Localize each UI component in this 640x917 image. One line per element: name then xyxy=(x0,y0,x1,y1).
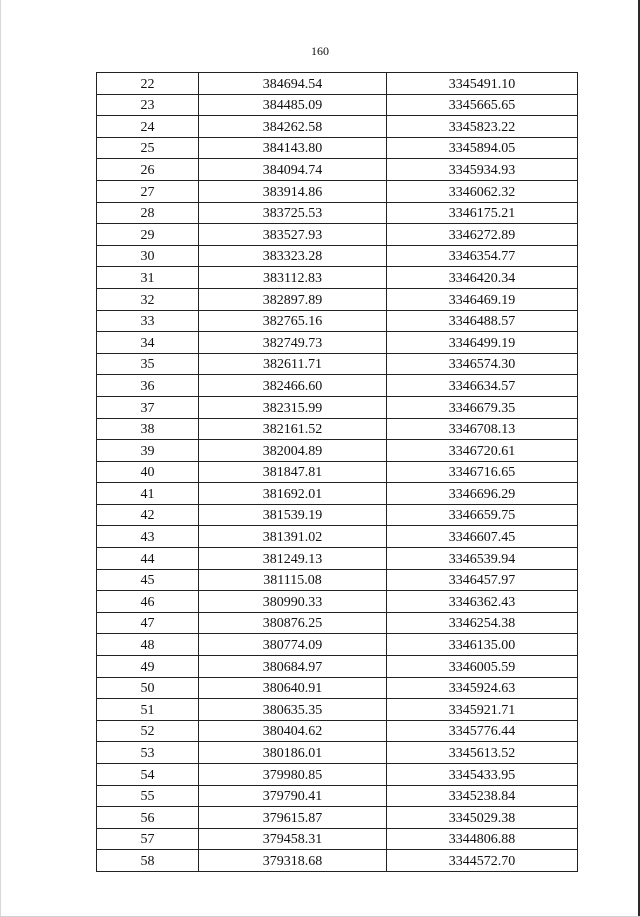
coordinate-table xyxy=(96,72,578,872)
x-coordinate-cell: 382004.89 xyxy=(199,440,387,462)
y-coordinate-cell: 3346362.43 xyxy=(387,591,578,613)
y-coordinate-cell: 3346354.77 xyxy=(387,245,578,267)
x-coordinate-cell: 381249.13 xyxy=(199,548,387,570)
x-coordinate-cell: 384094.74 xyxy=(199,159,387,181)
y-coordinate-cell: 3345433.95 xyxy=(387,764,578,786)
y-coordinate-cell: 3345924.63 xyxy=(387,677,578,699)
x-coordinate-cell: 380186.01 xyxy=(199,742,387,764)
y-coordinate-cell: 3345934.93 xyxy=(387,159,578,181)
point-number-cell: 38 xyxy=(97,418,199,440)
table-row xyxy=(97,461,578,483)
y-coordinate-cell: 3346062.32 xyxy=(387,180,578,202)
table-row xyxy=(97,245,578,267)
y-coordinate-cell: 3345823.22 xyxy=(387,116,578,138)
table-row xyxy=(97,440,578,462)
point-number-cell: 32 xyxy=(97,288,199,310)
y-coordinate-cell: 3346708.13 xyxy=(387,418,578,440)
point-number-cell: 52 xyxy=(97,720,199,742)
table-row xyxy=(97,202,578,224)
table-row xyxy=(97,807,578,829)
x-coordinate-cell: 379318.68 xyxy=(199,850,387,872)
y-coordinate-cell: 3346659.75 xyxy=(387,504,578,526)
table-row xyxy=(97,310,578,332)
x-coordinate-cell: 379458.31 xyxy=(199,828,387,850)
x-coordinate-cell: 383914.86 xyxy=(199,180,387,202)
x-coordinate-cell: 384485.09 xyxy=(199,94,387,116)
x-coordinate-cell: 382749.73 xyxy=(199,332,387,354)
table-row xyxy=(97,634,578,656)
point-number-cell: 39 xyxy=(97,440,199,462)
table-row xyxy=(97,73,578,95)
y-coordinate-cell: 3346499.19 xyxy=(387,332,578,354)
point-number-cell: 42 xyxy=(97,504,199,526)
table-row xyxy=(97,742,578,764)
x-coordinate-cell: 383112.83 xyxy=(199,267,387,289)
table-row xyxy=(97,332,578,354)
y-coordinate-cell: 3346175.21 xyxy=(387,202,578,224)
table-row xyxy=(97,548,578,570)
y-coordinate-cell: 3346420.34 xyxy=(387,267,578,289)
table-row xyxy=(97,850,578,872)
point-number-cell: 45 xyxy=(97,569,199,591)
y-coordinate-cell: 3346679.35 xyxy=(387,396,578,418)
x-coordinate-cell: 380640.91 xyxy=(199,677,387,699)
table-row xyxy=(97,94,578,116)
table-row xyxy=(97,224,578,246)
x-coordinate-cell: 382611.71 xyxy=(199,353,387,375)
point-number-cell: 57 xyxy=(97,828,199,850)
x-coordinate-cell: 381847.81 xyxy=(199,461,387,483)
point-number-cell: 51 xyxy=(97,699,199,721)
table-row xyxy=(97,591,578,613)
x-coordinate-cell: 381391.02 xyxy=(199,526,387,548)
point-number-cell: 29 xyxy=(97,224,199,246)
point-number-cell: 36 xyxy=(97,375,199,397)
y-coordinate-cell: 3344572.70 xyxy=(387,850,578,872)
x-coordinate-cell: 382315.99 xyxy=(199,396,387,418)
page-edge-left xyxy=(0,0,1,917)
x-coordinate-cell: 379615.87 xyxy=(199,807,387,829)
y-coordinate-cell: 3346005.59 xyxy=(387,656,578,678)
y-coordinate-cell: 3345894.05 xyxy=(387,137,578,159)
y-coordinate-cell: 3346254.38 xyxy=(387,612,578,634)
x-coordinate-cell: 380684.97 xyxy=(199,656,387,678)
table-row xyxy=(97,504,578,526)
table-row xyxy=(97,569,578,591)
point-number-cell: 31 xyxy=(97,267,199,289)
x-coordinate-cell: 384694.54 xyxy=(199,73,387,95)
table-row xyxy=(97,720,578,742)
table-row xyxy=(97,656,578,678)
table-row xyxy=(97,526,578,548)
x-coordinate-cell: 382765.16 xyxy=(199,310,387,332)
point-number-cell: 26 xyxy=(97,159,199,181)
x-coordinate-cell: 380404.62 xyxy=(199,720,387,742)
y-coordinate-cell: 3346135.00 xyxy=(387,634,578,656)
x-coordinate-cell: 382897.89 xyxy=(199,288,387,310)
table-row xyxy=(97,418,578,440)
x-coordinate-cell: 380876.25 xyxy=(199,612,387,634)
y-coordinate-cell: 3346574.30 xyxy=(387,353,578,375)
y-coordinate-cell: 3346457.97 xyxy=(387,569,578,591)
point-number-cell: 44 xyxy=(97,548,199,570)
x-coordinate-cell: 382466.60 xyxy=(199,375,387,397)
y-coordinate-cell: 3345238.84 xyxy=(387,785,578,807)
point-number-cell: 25 xyxy=(97,137,199,159)
table-row xyxy=(97,483,578,505)
point-number-cell: 27 xyxy=(97,180,199,202)
x-coordinate-cell: 384262.58 xyxy=(199,116,387,138)
y-coordinate-cell: 3346488.57 xyxy=(387,310,578,332)
point-number-cell: 37 xyxy=(97,396,199,418)
point-number-cell: 24 xyxy=(97,116,199,138)
y-coordinate-cell: 3345921.71 xyxy=(387,699,578,721)
point-number-cell: 22 xyxy=(97,73,199,95)
coordinate-table-body xyxy=(97,73,578,872)
x-coordinate-cell: 384143.80 xyxy=(199,137,387,159)
table-row xyxy=(97,267,578,289)
y-coordinate-cell: 3346539.94 xyxy=(387,548,578,570)
x-coordinate-cell: 379980.85 xyxy=(199,764,387,786)
y-coordinate-cell: 3344806.88 xyxy=(387,828,578,850)
point-number-cell: 48 xyxy=(97,634,199,656)
table-row xyxy=(97,180,578,202)
table-row xyxy=(97,677,578,699)
y-coordinate-cell: 3346696.29 xyxy=(387,483,578,505)
x-coordinate-cell: 381539.19 xyxy=(199,504,387,526)
y-coordinate-cell: 3346272.89 xyxy=(387,224,578,246)
y-coordinate-cell: 3345665.65 xyxy=(387,94,578,116)
point-number-cell: 40 xyxy=(97,461,199,483)
point-number-cell: 56 xyxy=(97,807,199,829)
point-number-cell: 55 xyxy=(97,785,199,807)
y-coordinate-cell: 3346607.45 xyxy=(387,526,578,548)
point-number-cell: 34 xyxy=(97,332,199,354)
point-number-cell: 47 xyxy=(97,612,199,634)
table-row xyxy=(97,699,578,721)
table-row xyxy=(97,612,578,634)
table-row xyxy=(97,116,578,138)
table-row xyxy=(97,137,578,159)
point-number-cell: 41 xyxy=(97,483,199,505)
point-number-cell: 50 xyxy=(97,677,199,699)
table-row xyxy=(97,288,578,310)
table-row xyxy=(97,764,578,786)
y-coordinate-cell: 3345491.10 xyxy=(387,73,578,95)
x-coordinate-cell: 380774.09 xyxy=(199,634,387,656)
point-number-cell: 28 xyxy=(97,202,199,224)
point-number-cell: 30 xyxy=(97,245,199,267)
y-coordinate-cell: 3345613.52 xyxy=(387,742,578,764)
point-number-cell: 23 xyxy=(97,94,199,116)
y-coordinate-cell: 3346720.61 xyxy=(387,440,578,462)
x-coordinate-cell: 380635.35 xyxy=(199,699,387,721)
x-coordinate-cell: 381115.08 xyxy=(199,569,387,591)
table-row xyxy=(97,828,578,850)
y-coordinate-cell: 3346716.65 xyxy=(387,461,578,483)
table-row xyxy=(97,353,578,375)
point-number-cell: 46 xyxy=(97,591,199,613)
y-coordinate-cell: 3345029.38 xyxy=(387,807,578,829)
y-coordinate-cell: 3346469.19 xyxy=(387,288,578,310)
x-coordinate-cell: 382161.52 xyxy=(199,418,387,440)
x-coordinate-cell: 383725.53 xyxy=(199,202,387,224)
table-row xyxy=(97,375,578,397)
point-number-cell: 54 xyxy=(97,764,199,786)
page-number: 160 xyxy=(311,44,329,58)
y-coordinate-cell: 3345776.44 xyxy=(387,720,578,742)
table-row xyxy=(97,159,578,181)
x-coordinate-cell: 383527.93 xyxy=(199,224,387,246)
x-coordinate-cell: 380990.33 xyxy=(199,591,387,613)
point-number-cell: 49 xyxy=(97,656,199,678)
point-number-cell: 33 xyxy=(97,310,199,332)
table-row xyxy=(97,785,578,807)
x-coordinate-cell: 379790.41 xyxy=(199,785,387,807)
point-number-cell: 43 xyxy=(97,526,199,548)
y-coordinate-cell: 3346634.57 xyxy=(387,375,578,397)
table-row xyxy=(97,396,578,418)
point-number-cell: 35 xyxy=(97,353,199,375)
x-coordinate-cell: 383323.28 xyxy=(199,245,387,267)
point-number-cell: 58 xyxy=(97,850,199,872)
point-number-cell: 53 xyxy=(97,742,199,764)
x-coordinate-cell: 381692.01 xyxy=(199,483,387,505)
